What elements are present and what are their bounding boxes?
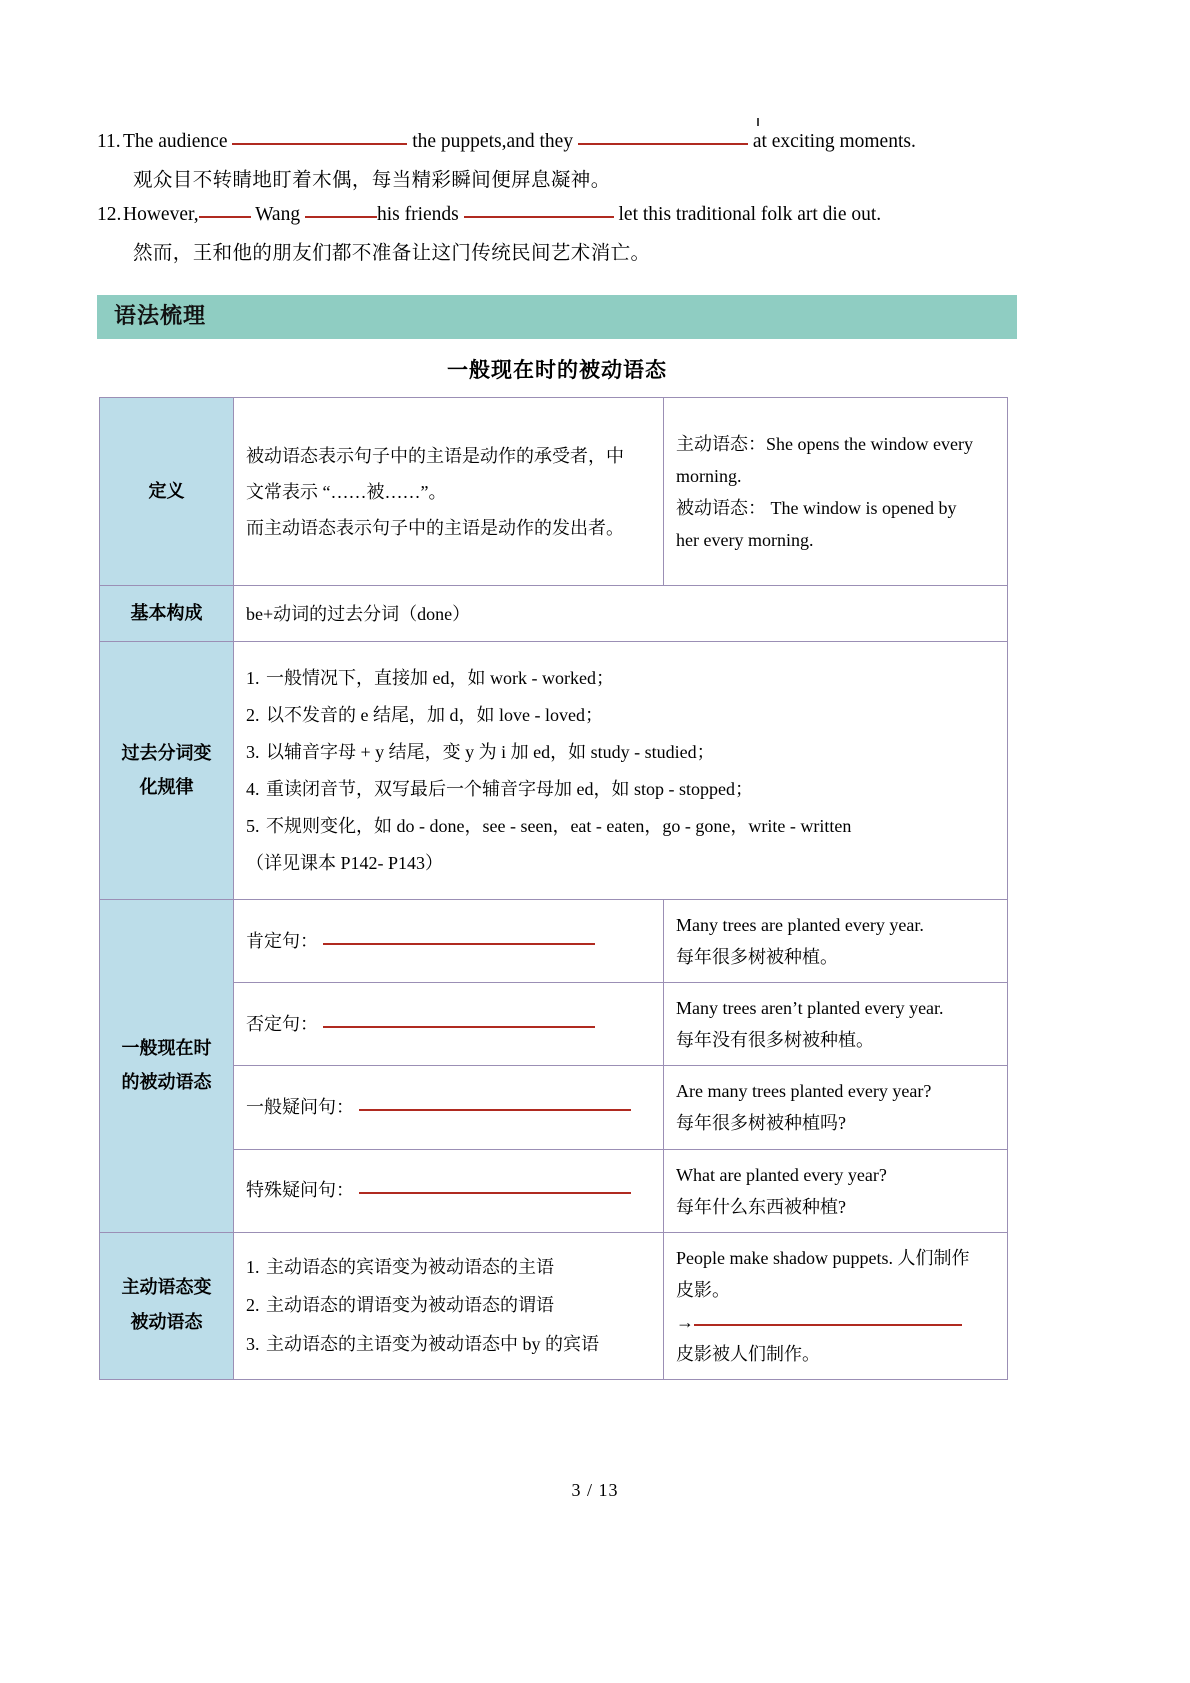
rule-item [246, 734, 995, 771]
rule-item [246, 771, 995, 808]
negative-example-en: Many trees aren’t planted every year. [676, 998, 944, 1019]
affirmative-label: 肯定句： [246, 931, 318, 952]
rule-text: 不规则变化，如 do - done，see - seen，eat - eaten，go - gone，write - written [266, 815, 852, 836]
arrow-icon: → [676, 1311, 694, 1332]
wh-label: 特殊疑问句： [246, 1180, 354, 1201]
table-row-basic-form [100, 586, 1008, 642]
basic-form-body: be+动词的过去分词（done） [234, 586, 1008, 642]
definition-example-active-2: morning. [676, 465, 742, 486]
rule-text: 重读闭音节，双写最后一个辅音字母加 ed，如 stop - stopped； [266, 778, 753, 799]
rule-number: 4. [246, 778, 260, 799]
definition-line-1: 被动语态表示句子中的主语是动作的承受者，中 [246, 445, 624, 466]
answer-blank[interactable] [232, 129, 407, 145]
definition-line-3: 而主动语态表示句子中的主语是动作的发出者。 [246, 517, 624, 538]
rule-item [246, 808, 995, 845]
exercise-list [97, 0, 1017, 269]
table-row-definition [100, 398, 1008, 586]
exercise-12-number: 12. [97, 204, 122, 226]
table-row-active-to-passive [100, 1232, 1008, 1379]
page-content [97, 0, 1017, 1380]
grammar-table [99, 397, 1008, 1379]
negative-prompt-cell [234, 983, 664, 1066]
yesno-example-cn: 每年很多树被种植吗? [676, 1113, 846, 1134]
participle-rules-note: （详见课本 P142- P143） [246, 852, 444, 873]
affirmative-prompt-cell [234, 900, 664, 983]
answer-blank[interactable] [359, 1097, 631, 1111]
answer-blank[interactable] [323, 1014, 595, 1028]
row-header-participle-rules-line-1: 过去分词变 [121, 742, 212, 764]
conversion-step-text: 主动语态的主语变为被动语态中 by 的宾语 [266, 1333, 599, 1354]
yesno-label: 一般疑问句： [246, 1097, 354, 1118]
table-row-participle-rules [100, 642, 1008, 900]
row-header-participle-rules [100, 642, 234, 900]
exercise-12-text-3: his friends [376, 204, 459, 226]
conversion-step [246, 1248, 651, 1287]
affirmative-example-cell [664, 900, 1008, 983]
definition-line-2: 文常表示 “……被……”。 [246, 481, 447, 502]
row-header-active-to-passive-line-1: 主动语态变 [121, 1277, 212, 1299]
rule-number: 1. [246, 668, 260, 689]
table-row-negative [100, 983, 1008, 1066]
table-row-affirmative [100, 900, 1008, 983]
wh-example-cn: 每年什么东西被种植? [676, 1196, 846, 1217]
definition-example-active-1: 主动语态：She opens the window every [676, 433, 973, 454]
negative-example-cell [664, 983, 1008, 1066]
participle-rules-body [234, 642, 1008, 900]
conversion-step-number: 3. [246, 1333, 260, 1354]
grammar-title: 一般现在时的被动语态 [447, 358, 667, 383]
answer-blank[interactable] [694, 1312, 962, 1326]
conversion-step-text: 主动语态的宾语变为被动语态的主语 [266, 1256, 554, 1277]
definition-body-cell [234, 398, 664, 586]
exercise-11-english [97, 126, 1017, 158]
row-header-present-passive-line-1: 一般现在时 [121, 1037, 212, 1059]
negative-example-cn: 每年没有很多树被种植。 [676, 1030, 874, 1051]
exercise-12-text-4: let this traditional folk art die out. [618, 204, 882, 226]
section-banner-grammar [97, 295, 1017, 339]
conversion-example-answer-row [676, 1306, 995, 1338]
page-number-current: 3 [571, 1480, 582, 1500]
wh-prompt-cell [234, 1149, 664, 1232]
row-header-participle-rules-line-2: 化规律 [139, 776, 194, 798]
rule-text: 一般情况下，直接加 ed，如 work - worked； [266, 668, 614, 689]
conversion-step-text: 主动语态的谓语变为被动语态的谓语 [266, 1295, 554, 1316]
answer-blank[interactable] [464, 202, 614, 218]
conversion-step-number: 2. [246, 1295, 260, 1316]
page-footer [0, 1480, 1190, 1501]
table-row-wh-question [100, 1149, 1008, 1232]
conversion-step [246, 1286, 651, 1325]
active-to-passive-steps-cell [234, 1232, 664, 1379]
conversion-example-line-1: People make shadow puppets. 人们制作 [676, 1247, 970, 1268]
rule-item [246, 660, 995, 697]
exercise-12-text-1: However, [123, 204, 199, 226]
exercise-11-text-2: the puppets,and they [412, 131, 574, 152]
exercise-11-text-1: The audience [123, 131, 228, 152]
rule-item [246, 697, 995, 734]
table-row-yesno-question [100, 1066, 1008, 1149]
exercise-12-text-2: Wang [255, 204, 301, 226]
definition-example-passive-2: her every morning. [676, 529, 814, 550]
exercise-item-11 [97, 126, 1017, 196]
exercise-11-number: 11. [97, 131, 121, 152]
row-header-active-to-passive [100, 1232, 234, 1379]
conversion-example-line-3: 皮影被人们制作。 [676, 1343, 820, 1364]
rule-text: 以辅音字母 + y 结尾，变 y 为 i 加 ed，如 study - studied； [266, 741, 715, 762]
wh-example-en: What are planted every year? [676, 1164, 887, 1185]
yesno-example-en: Are many trees planted every year? [676, 1081, 932, 1102]
yesno-example-cell [664, 1066, 1008, 1149]
affirmative-example-en: Many trees are planted every year. [676, 915, 924, 936]
rule-text: 以不发音的 e 结尾，加 d，如 love - loved； [266, 705, 603, 726]
row-header-basic-form: 基本构成 [100, 586, 234, 642]
exercise-11-text-3: at exciting moments. [752, 131, 916, 152]
exercise-12-chinese: 然而，王和他的朋友们都不准备让这门传统民间艺术消亡。 [133, 242, 651, 264]
answer-blank[interactable] [578, 129, 748, 145]
conversion-step [246, 1325, 651, 1364]
row-header-present-passive-line-2: 的被动语态 [121, 1071, 212, 1093]
definition-example-passive-1: 被动语态： The window is opened by [676, 497, 957, 518]
conversion-step-number: 1. [246, 1256, 260, 1277]
exercise-11-chinese: 观众目不转睛地盯着木偶，每当精彩瞬间便屏息凝神。 [133, 169, 611, 191]
yesno-prompt-cell [234, 1066, 664, 1149]
affirmative-example-cn: 每年很多树被种植。 [676, 947, 838, 968]
active-to-passive-example-cell [664, 1232, 1008, 1379]
exercise-item-12 [97, 199, 1017, 269]
rule-number: 2. [246, 705, 260, 726]
page-number-total: 13 [598, 1480, 619, 1500]
rule-number: 5. [246, 815, 260, 836]
row-header-active-to-passive-line-2: 被动语态 [130, 1311, 203, 1333]
definition-example-cell [664, 398, 1008, 586]
answer-blank[interactable] [323, 931, 595, 945]
answer-blank[interactable] [359, 1180, 631, 1194]
exercise-12-english [97, 199, 1017, 231]
rule-number: 3. [246, 741, 260, 762]
conversion-example-line-2: 皮影。 [676, 1279, 730, 1300]
row-header-present-passive [100, 900, 234, 1232]
answer-blank[interactable] [199, 202, 251, 218]
section-banner-label: 语法梳理 [114, 304, 207, 330]
wh-example-cell [664, 1149, 1008, 1232]
page-number-separator: / [586, 1480, 593, 1500]
row-header-definition: 定义 [100, 398, 234, 586]
answer-blank[interactable] [305, 202, 377, 218]
negative-label: 否定句： [246, 1014, 318, 1035]
